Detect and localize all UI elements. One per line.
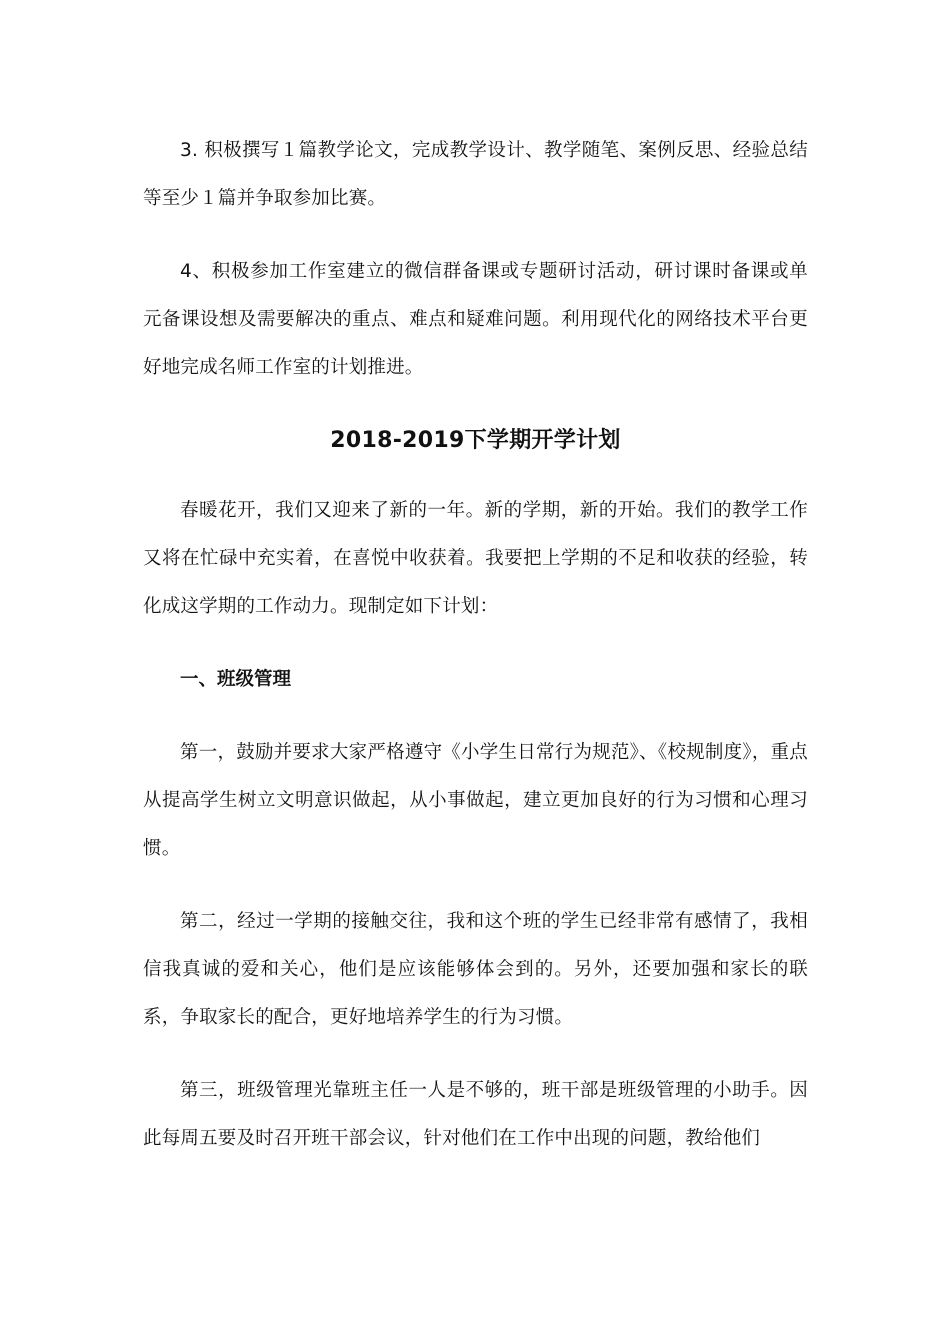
paragraph-first: 第一，鼓励并要求大家严格遵守《小学生日常行为规范》、《校规制度》，重点从提高学生树立文明意识做起，从小事做起，建立更加良好的行为习惯和心理习惯。 (143, 742, 808, 859)
intro-paragraph: 春暖花开，我们又迎来了新的一年。新的学期，新的开始。我们的教学工作又将在忙碌中充实着，在喜悦中收获着。我要把上学期的不足和收获的经验，转化成这学期的工作动力。现制定如下计划： (143, 500, 808, 617)
paragraph-third: 第三，班级管理光靠班主任一人是不够的，班干部是班级管理的小助手。因此每周五要及时召开班干部会议，针对他们在工作中出现的问题，教给他们 (143, 1080, 808, 1149)
document-body (143, 127, 808, 1188)
section-heading-class-management: 一、班级管理 (180, 669, 292, 690)
paragraph-item-3: 3. 积极撰写１篇教学论文，完成教学设计、教学随笔、案例反思、经验总结等至少１篇并争取参加比赛。 (143, 140, 808, 209)
document-title: 2018-2019下学期开学计划 (330, 428, 621, 453)
paragraph-second: 第二，经过一学期的接触交往，我和这个班的学生已经非常有感情了，我相信我真诚的爱和关心，他们是应该能够体会到的。另外，还要加强和家长的联系，争取家长的配合，更好地培养学生的行为习惯。 (143, 911, 808, 1028)
paragraph-item-4: 4、积极参加工作室建立的微信群备课或专题研讨活动，研讨课时备课或单元备课设想及需要解决的重点、难点和疑难问题。利用现代化的网络技术平台更好地完成名师工作室的计划推进。 (143, 261, 808, 378)
